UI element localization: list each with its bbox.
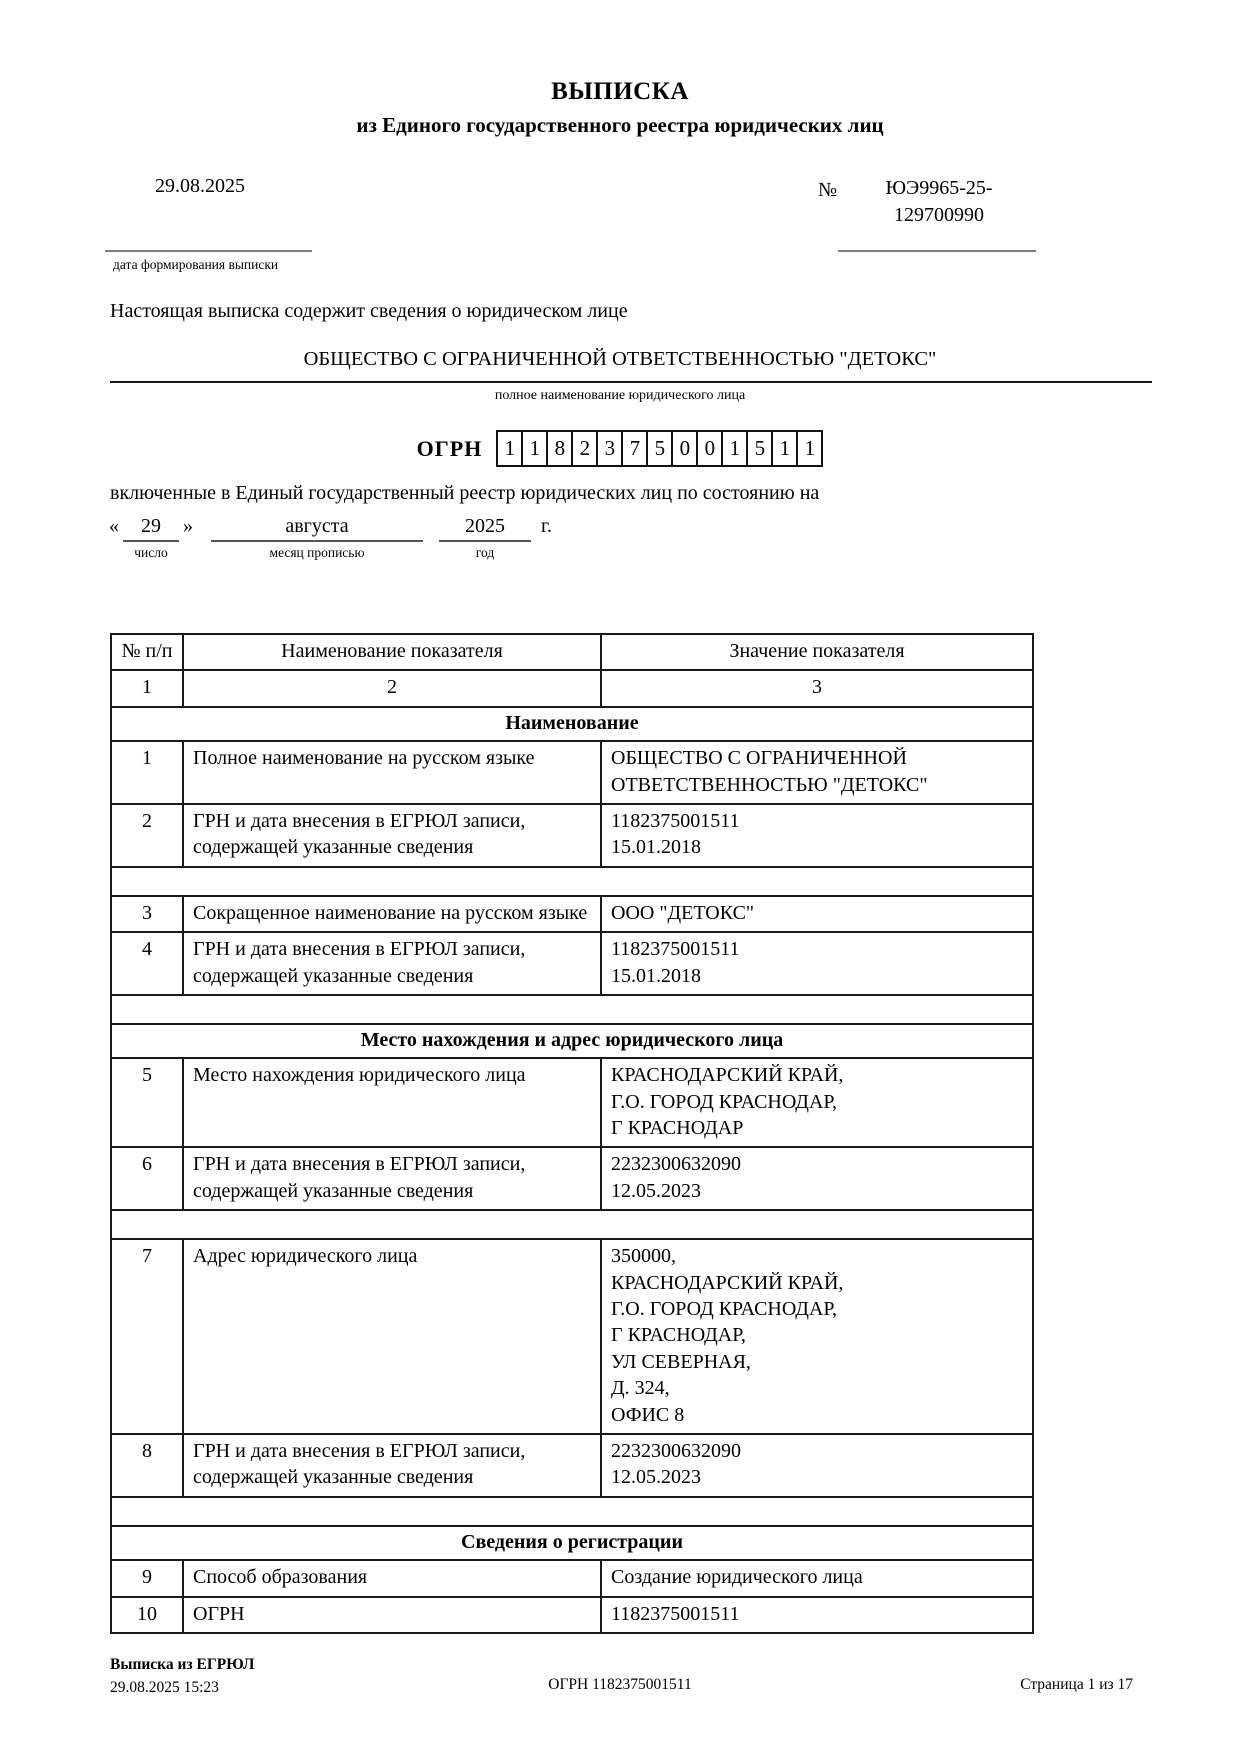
details-table bbox=[110, 633, 1034, 1634]
footer-datetime: 29.08.2025 15:23 bbox=[110, 1679, 219, 1696]
statement-line: Настоящая выписка содержит сведения о юридическом лице bbox=[110, 300, 628, 322]
indicator-value-line: КРАСНОДАРСКИЙ КРАЙ, bbox=[611, 1271, 844, 1294]
indicator-name-cell bbox=[183, 804, 601, 867]
as-of-month-field bbox=[211, 515, 423, 561]
row-number-cell: 10 bbox=[111, 1597, 183, 1633]
indicator-value-cell bbox=[601, 804, 1033, 867]
spacer-row bbox=[111, 1497, 1033, 1526]
spacer-cell bbox=[111, 867, 1033, 896]
formation-date-underline bbox=[105, 250, 312, 252]
indicator-value-line: ОТВЕТСТВЕННОСТЬЮ "ДЕТОКС" bbox=[611, 773, 928, 796]
as-of-year-field bbox=[439, 515, 531, 561]
column-header: Значение показателя bbox=[601, 634, 1033, 670]
ogrn-digit-box: 3 bbox=[596, 430, 623, 467]
spacer-cell bbox=[111, 1497, 1033, 1526]
column-number-row bbox=[111, 670, 1033, 706]
ogrn-digit-box: 1 bbox=[496, 430, 523, 467]
table-header-row bbox=[111, 634, 1033, 670]
section-title: Место нахождения и адрес юридического лица bbox=[111, 1024, 1033, 1058]
ogrn-digit-box: 7 bbox=[621, 430, 648, 467]
indicator-name: Место нахождения юридического лица bbox=[193, 1064, 526, 1087]
indicator-value-line: Г КРАСНОДАР bbox=[611, 1117, 744, 1140]
column-number-cell: 3 bbox=[601, 670, 1033, 706]
indicator-value-line: Д. 324, bbox=[611, 1377, 670, 1400]
spacer-cell bbox=[111, 995, 1033, 1024]
table-row bbox=[111, 1147, 1033, 1210]
indicator-value-line: 1182375001511 bbox=[611, 938, 740, 961]
included-line: включенные в Единый государственный реестр юридических лиц по состоянию на bbox=[110, 482, 820, 504]
ogrn-digit-box: 0 bbox=[671, 430, 698, 467]
indicator-value-line: ОФИС 8 bbox=[611, 1403, 685, 1426]
indicator-value-line: КРАСНОДАРСКИЙ КРАЙ, bbox=[611, 1064, 844, 1087]
indicator-value-line: 12.05.2023 bbox=[611, 1466, 701, 1489]
indicator-value-line: 1182375001511 bbox=[611, 809, 740, 832]
row-number-cell: 9 bbox=[111, 1560, 183, 1596]
indicator-name-cell bbox=[183, 1239, 601, 1434]
indicator-value-cell bbox=[601, 1147, 1033, 1210]
row-number-cell: 8 bbox=[111, 1434, 183, 1497]
indicator-value-cell bbox=[601, 896, 1033, 932]
extract-number-underline bbox=[838, 250, 1036, 252]
indicator-value-line: 2232300632090 bbox=[611, 1153, 741, 1176]
indicator-name: ГРН и дата внесения в ЕГРЮЛ записи, содержащей указанные сведения bbox=[193, 809, 526, 859]
ogrn-field bbox=[0, 430, 1240, 467]
indicator-name: ГРН и дата внесения в ЕГРЮЛ записи, содержащей указанные сведения bbox=[193, 1439, 526, 1489]
column-header: № п/п bbox=[111, 634, 183, 670]
indicator-name-cell bbox=[183, 1560, 601, 1596]
section-title: Сведения о регистрации bbox=[111, 1526, 1033, 1560]
indicator-value-line: ООО "ДЕТОКС" bbox=[611, 901, 755, 924]
indicator-name-cell bbox=[183, 1434, 601, 1497]
table-row bbox=[111, 932, 1033, 995]
indicator-value-line: 2232300632090 bbox=[611, 1439, 741, 1462]
table-row bbox=[111, 1239, 1033, 1434]
column-header: Наименование показателя bbox=[183, 634, 601, 670]
indicator-value-line: 1182375001511 bbox=[611, 1602, 740, 1625]
row-number-cell: 5 bbox=[111, 1058, 183, 1147]
section-title: Наименование bbox=[111, 707, 1033, 741]
indicator-value-line: Г КРАСНОДАР, bbox=[611, 1324, 746, 1347]
indicator-name-cell bbox=[183, 1597, 601, 1633]
table-row bbox=[111, 1434, 1033, 1497]
indicator-name: ГРН и дата внесения в ЕГРЮЛ записи, содержащей указанные сведения bbox=[193, 938, 526, 987]
as-of-day-label: число bbox=[134, 545, 168, 560]
as-of-date bbox=[105, 515, 552, 561]
indicator-value-cell bbox=[601, 932, 1033, 995]
as-of-month-label: месяц прописью bbox=[269, 545, 365, 560]
table-row bbox=[111, 896, 1033, 932]
ogrn-digit-box: 2 bbox=[571, 430, 598, 467]
footer-ogrn: ОГРН 1182375001511 bbox=[548, 1676, 692, 1693]
indicator-value-cell bbox=[601, 1560, 1033, 1596]
document-title: ВЫПИСКА bbox=[551, 78, 689, 105]
row-number-cell: 2 bbox=[111, 804, 183, 867]
indicator-name: Способ образования bbox=[193, 1566, 368, 1589]
as-of-day-field bbox=[123, 515, 179, 561]
details-table-wrap bbox=[110, 633, 1034, 1634]
formation-date-label: дата формирования выписки bbox=[113, 257, 279, 272]
extract-number bbox=[848, 175, 1030, 229]
number-sign: № bbox=[818, 179, 838, 201]
indicator-value-line: Г.О. ГОРОД КРАСНОДАР, bbox=[611, 1298, 838, 1321]
indicator-value-line: Создание юридического лица bbox=[611, 1566, 863, 1589]
spacer-row bbox=[111, 995, 1033, 1024]
indicator-value-cell bbox=[601, 1434, 1033, 1497]
column-number-cell: 1 bbox=[111, 670, 183, 706]
extract-number-line2: 129700990 bbox=[894, 204, 984, 226]
footer-page-number: Страница 1 из 17 bbox=[1020, 1676, 1133, 1693]
indicator-name: Сокращенное наименование на русском языке bbox=[193, 901, 588, 924]
company-name-caption: полное наименование юридического лица bbox=[494, 388, 746, 403]
table-row bbox=[111, 1058, 1033, 1147]
as-of-year-label: год bbox=[475, 545, 495, 560]
indicator-name-cell bbox=[183, 932, 601, 995]
indicator-name: ОГРН bbox=[193, 1602, 245, 1625]
close-guillemet: » bbox=[183, 515, 193, 537]
row-number-cell: 3 bbox=[111, 896, 183, 932]
spacer-row bbox=[111, 1210, 1033, 1239]
indicator-name-cell bbox=[183, 1147, 601, 1210]
indicator-value-line: Г.О. ГОРОД КРАСНОДАР, bbox=[611, 1090, 838, 1113]
table-row bbox=[111, 1560, 1033, 1596]
row-number-cell: 4 bbox=[111, 932, 183, 995]
extract-number-line1: ЮЭ9965-25- bbox=[885, 177, 993, 199]
open-guillemet: « bbox=[109, 515, 119, 537]
table-row bbox=[111, 1597, 1033, 1633]
indicator-value-cell bbox=[601, 1239, 1033, 1434]
ogrn-digit-box: 5 bbox=[746, 430, 773, 467]
ogrn-digit-box: 1 bbox=[771, 430, 798, 467]
formation-date: 29.08.2025 bbox=[155, 175, 245, 197]
indicator-value-line: УЛ СЕВЕРНАЯ, bbox=[611, 1350, 751, 1373]
row-number-cell: 6 bbox=[111, 1147, 183, 1210]
ogrn-digit-box: 0 bbox=[696, 430, 723, 467]
ogrn-label: ОГРН bbox=[416, 435, 483, 461]
company-full-name: ОБЩЕСТВО С ОГРАНИЧЕННОЙ ОТВЕТСТВЕННОСТЬЮ "ДЕТОКС" bbox=[303, 348, 937, 370]
indicator-value-line: ОБЩЕСТВО С ОГРАНИЧЕННОЙ bbox=[611, 747, 907, 770]
row-number-cell: 7 bbox=[111, 1239, 183, 1434]
indicator-value-cell bbox=[601, 1597, 1033, 1633]
indicator-name-cell bbox=[183, 896, 601, 932]
indicator-name-cell bbox=[183, 1058, 601, 1147]
as-of-month: августа bbox=[211, 515, 423, 542]
column-number-cell: 2 bbox=[183, 670, 601, 706]
indicator-value-line: 15.01.2018 bbox=[611, 964, 701, 987]
indicator-name: Адрес юридического лица bbox=[193, 1245, 418, 1268]
footer-doc-name: Выписка из ЕГРЮЛ bbox=[110, 1656, 255, 1673]
spacer-cell bbox=[111, 1210, 1033, 1239]
ogrn-digit-boxes bbox=[496, 430, 823, 467]
section-row bbox=[111, 1526, 1033, 1560]
section-row bbox=[111, 1024, 1033, 1058]
as-of-day: 29 bbox=[123, 515, 179, 542]
table-row bbox=[111, 741, 1033, 804]
company-name-rule bbox=[110, 381, 1152, 383]
section-row bbox=[111, 707, 1033, 741]
indicator-value-line: 15.01.2018 bbox=[611, 836, 701, 859]
table-row bbox=[111, 804, 1033, 867]
indicator-name: ГРН и дата внесения в ЕГРЮЛ записи, содержащей указанные сведения bbox=[193, 1153, 526, 1202]
indicator-name: Полное наименование на русском языке bbox=[193, 747, 535, 770]
ogrn-digit-box: 8 bbox=[546, 430, 573, 467]
spacer-row bbox=[111, 867, 1033, 896]
indicator-value-cell bbox=[601, 741, 1033, 804]
year-suffix: г. bbox=[541, 515, 552, 537]
indicator-value-line: 12.05.2023 bbox=[611, 1179, 701, 1202]
indicator-value-cell bbox=[601, 1058, 1033, 1147]
document-subtitle: из Единого государственного реестра юридических лиц bbox=[356, 113, 884, 137]
ogrn-digit-box: 1 bbox=[796, 430, 823, 467]
ogrn-digit-box: 1 bbox=[521, 430, 548, 467]
indicator-name-cell bbox=[183, 741, 601, 804]
ogrn-digit-box: 5 bbox=[646, 430, 673, 467]
row-number-cell: 1 bbox=[111, 741, 183, 804]
as-of-year: 2025 bbox=[439, 515, 531, 542]
ogrn-digit-box: 1 bbox=[721, 430, 748, 467]
indicator-value-line: 350000, bbox=[611, 1245, 676, 1268]
